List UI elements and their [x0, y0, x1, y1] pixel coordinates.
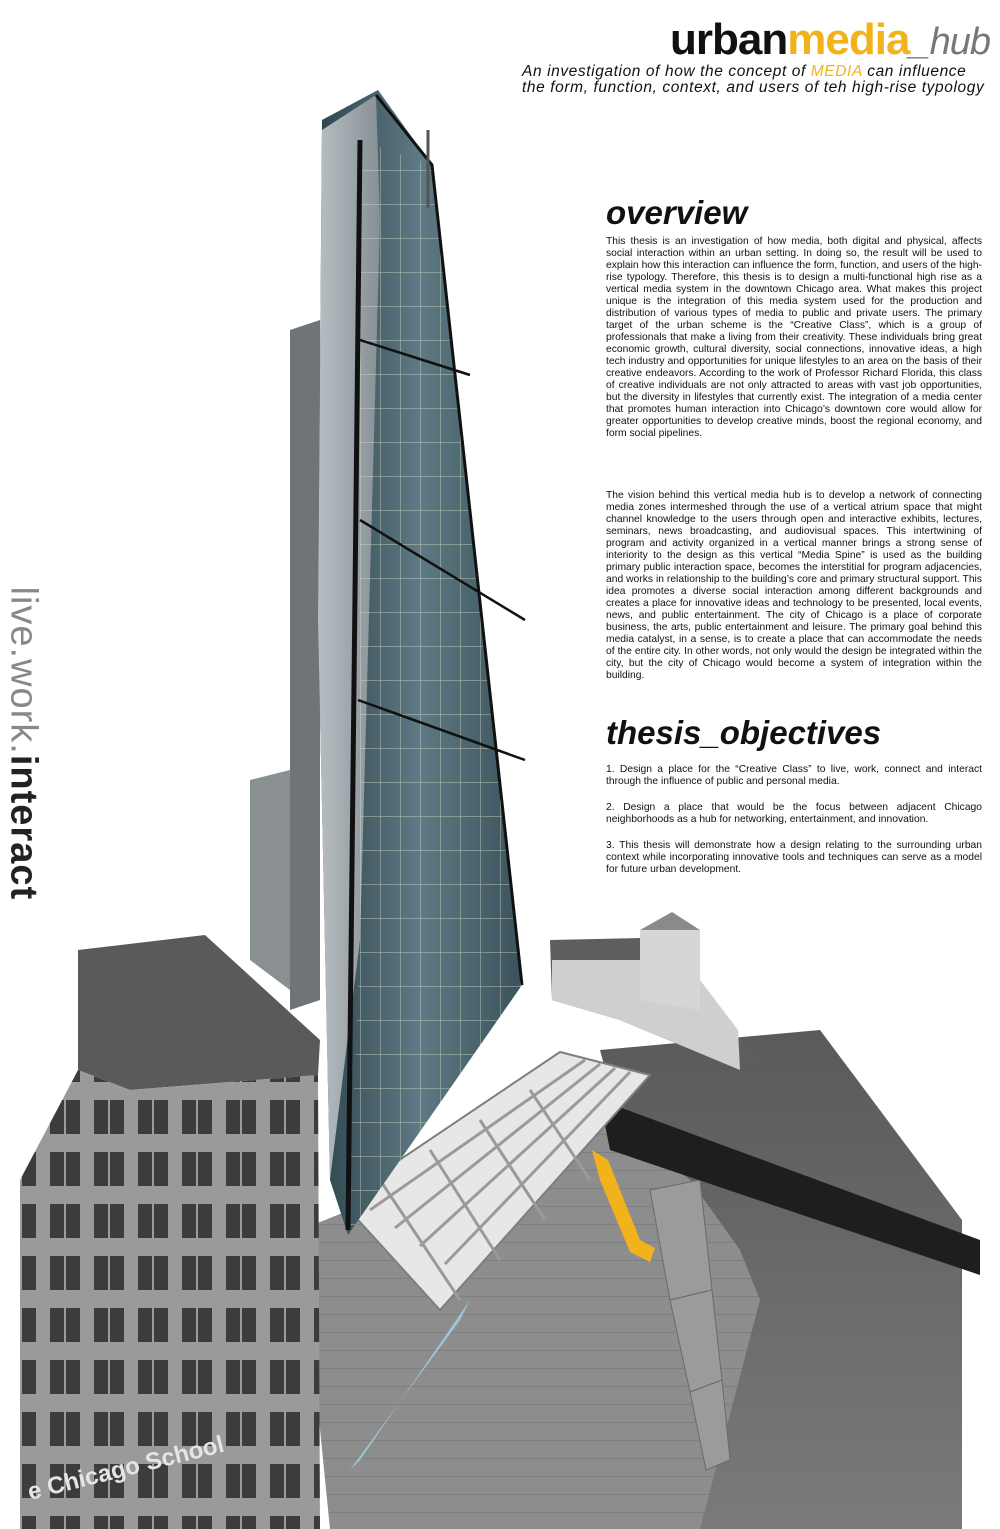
project-title: [670, 15, 990, 64]
tagline-bold: interact: [2, 754, 45, 901]
objective-2: 2. Design a place that would be the focus between adjacent Chicago neighborhoods as a hub for networking, entertainment, and innovation.: [606, 802, 982, 825]
small-tower-roof: [640, 912, 700, 930]
tagline-light: live.work.: [2, 586, 45, 755]
subtitle-highlight: MEDIA: [810, 63, 863, 80]
objective-1: 1. Design a place for the “Creative Class” to live, work, connect and interact through the influence of public and personal media.: [606, 764, 982, 787]
tower-grid: [348, 140, 522, 1235]
objectives-heading: thesis_objectives: [606, 714, 882, 751]
subtitle: [522, 64, 992, 96]
subtitle-pre: An investigation of how the concept of: [522, 63, 811, 80]
title-media: media: [787, 15, 910, 64]
side-tagline: [2, 586, 45, 901]
subtitle-post: can influence the form, function, context, and users of teh high-rise typology: [522, 63, 985, 96]
overview-heading: overview: [606, 194, 748, 231]
overview-paragraph-1: This thesis is an investigation of how media, both digital and physical, affects social interaction within an urban setting. In doing so, the result will be used to explain how this interaction can influence the form, function, and users of the high-rise typology. Therefore, this thesis is to design a multi-functional high rise as a vertical media system in the downtown Chicago area. What makes this project unique is the integration of this media system used for the production and distribution of various types of media to public and private users. The primary target of the urban scheme is the “Creative Class”, which is a group of professionals that make a living from their creativity. These individuals bring great economic growth, cultural diversity, social connections, innovative ideas, a high tech industry and opportunities for unique lifestyles to an area on the basis of their creative endeavors. According to the work of Professor Richard Florida, this class of creative individuals are not only attracted to areas with vast job opportunities, but the diversity in lifestyles that currently exist. The integration of a media center that promotes human interaction into Chicago’s downtown core would allow for greater opportunities to develop creative minds, boost the regional economy, and form social pipelines.: [606, 236, 982, 439]
building-sign: e Chicago School: [24, 1430, 227, 1506]
small-tower-wall: [640, 930, 700, 1010]
tower-side: [290, 320, 320, 1010]
objective-3: 3. This thesis will demonstrate how a design relating to the surrounding urban context while incorporating innovative tools and techniques can serve as a model for future urban development.: [606, 840, 982, 875]
title-urban: urban: [670, 15, 788, 64]
title-hub: _hub: [909, 21, 990, 63]
overview-paragraph-2: The vision behind this vertical media hub is to develop a network of connecting media zones intermeshed through the use of a vertical atrium space that might channel knowledge to the users through open and interactive exhibits, lectures, seminars, news broadcasting, and audiovisual spaces. This intertwining of program and activity organized in a vertical manner brings a strong sense of interiority to the design as this vertical “Media Spine” is used as the building primary public interaction space, becomes the interstitial for program adjacencies, and works in relationship to the building’s core and primary structural support. This idea promotes a diverse social interaction among different backgrounds and creates a place for innovative ideas and technology to be presented, local events, news, and public entertainment. The city of Chicago is a place of corporate business, the arts, public entertainment and leisure. The primary goal behind this media catalyst, in a sense, is to create a place that can accommodate the needs of the entire city. In other words, not only would the design be integrated within the city, but the city of Chicago would become a system of integration within the building.: [606, 490, 982, 681]
tower-side-stack: [250, 770, 290, 990]
